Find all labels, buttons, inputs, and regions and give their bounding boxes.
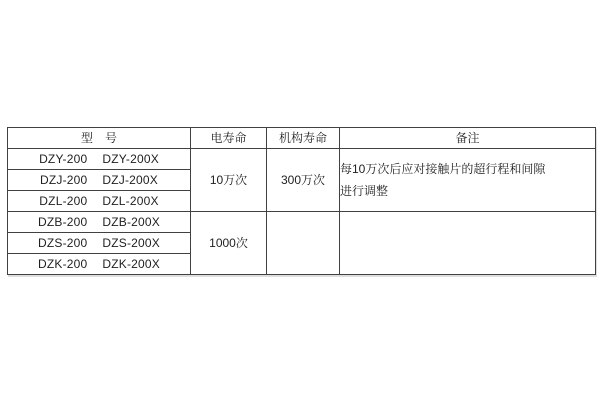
model-name: DZS-200 bbox=[37, 236, 88, 250]
header-row bbox=[8, 128, 596, 149]
model-name-x: DZS-200X bbox=[102, 236, 161, 250]
header-remarks: 备注 bbox=[340, 128, 596, 149]
table-row bbox=[8, 149, 596, 170]
model-name-x: DZB-200X bbox=[102, 215, 161, 229]
model-name-x: DZY-200X bbox=[102, 152, 159, 166]
header-mechanical-life: 机构寿命 bbox=[267, 128, 340, 149]
table-row bbox=[8, 212, 596, 233]
model-name-x: DZL-200X bbox=[102, 194, 159, 208]
model-name: DZK-200 bbox=[37, 257, 88, 271]
header-model: 型 号 bbox=[8, 128, 191, 149]
mechanical-life-cell-group1: 300万次 bbox=[267, 149, 340, 212]
spec-table bbox=[7, 127, 596, 275]
mechanical-life-cell-group2 bbox=[267, 212, 340, 275]
model-name: DZB-200 bbox=[37, 215, 88, 229]
model-name-x: DZJ-200X bbox=[102, 173, 159, 187]
model-cell bbox=[8, 149, 191, 170]
remarks-cell-group2 bbox=[340, 212, 596, 275]
electrical-life-cell-group1: 10万次 bbox=[191, 149, 267, 212]
header-electrical-life: 电寿命 bbox=[191, 128, 267, 149]
model-name: DZL-200 bbox=[39, 194, 88, 208]
electrical-life-cell-group2: 1000次 bbox=[191, 212, 267, 275]
model-name: DZJ-200 bbox=[39, 173, 88, 187]
remark-line-2: 进行调整 bbox=[340, 184, 389, 198]
model-name: DZY-200 bbox=[39, 152, 88, 166]
model-cell bbox=[8, 254, 191, 275]
model-name-x: DZK-200X bbox=[102, 257, 161, 271]
model-cell bbox=[8, 212, 191, 233]
model-cell bbox=[8, 170, 191, 191]
remarks-cell-group1 bbox=[340, 149, 596, 212]
model-cell bbox=[8, 233, 191, 254]
model-cell bbox=[8, 191, 191, 212]
remark-line-1: 每10万次后应对接触片的超行程和间隙 bbox=[340, 162, 546, 176]
